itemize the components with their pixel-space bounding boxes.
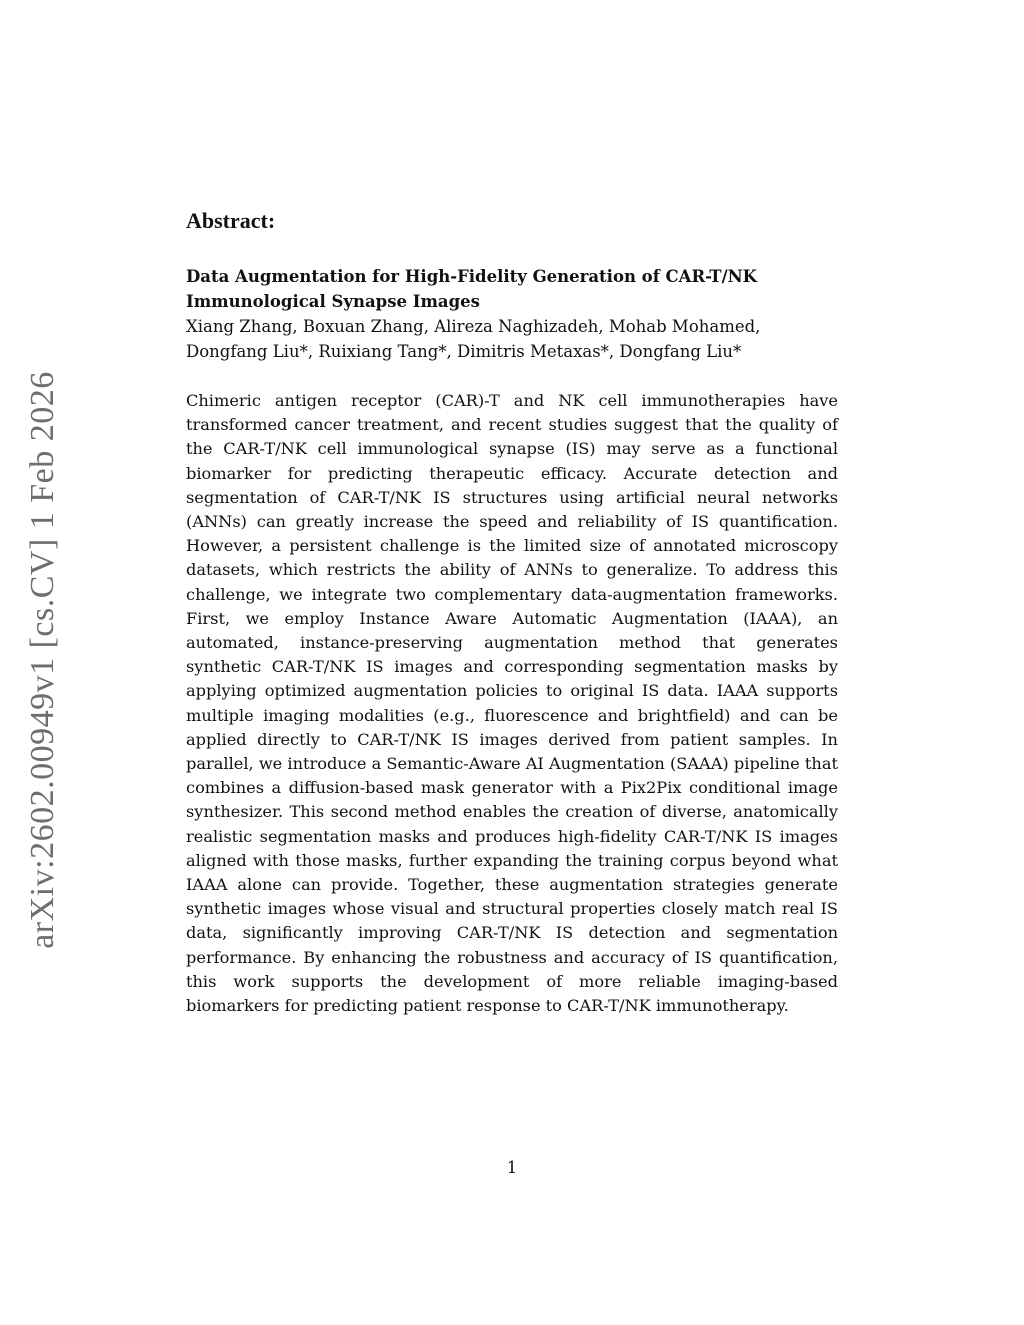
abstract-body: Chimeric antigen receptor (CAR)-T and NK cell immunotherapies have transformed cancer treatment, and recent studies suggest that the quality of the CAR-T/NK cell immunological synapse (IS) may serve as a functional biomarker for predicting therapeutic efficacy. Accurate detection and segmentation of CAR-T/NK IS structures using artificial neural networks (ANNs) can greatly increase the speed and reliability of IS quantification. However, a persistent challenge is the limited size of annotated microscopy datasets, which restricts the ability of ANNs to generalize. To address this challenge, we integrate two complementary data-augmentation frameworks. First, we employ Instance Aware Automatic Augmentation (IAAA), an automated, instance-preserving augmentation method that generates synthetic CAR-T/NK IS images and corresponding segmentation masks by applying optimized augmentation policies to original IS data. IAAA supports multiple imaging modalities (e.g., fluorescence and brightfield) and can be applied directly to CAR-T/NK IS images derived from patient samples. In parallel, we introduce a Semantic-Aware AI Augmentation (SAAA) pipeline that combines a diffusion-based mask generator with a Pix2Pix conditional image synthesizer. This second method enables the creation of diverse, anatomically realistic segmentation masks and produces high-fidelity CAR-T/NK IS images aligned with those masks, further expanding the training corpus beyond what IAAA alone can provide. Together, these augmentation strategies generate synthetic images whose visual and structural properties closely match real IS data, significantly improving CAR-T/NK IS detection and segmentation performance. By enhancing the robustness and accuracy of IS quantification, this work supports the development of more reliable imaging-based biomarkers for predicting patient response to CAR-T/NK immunotherapy. [186, 391, 838, 1016]
page-number: 1 [506, 1158, 518, 1177]
abstract-heading: Abstract: [186, 208, 276, 233]
arxiv-identifier: arXiv:2602.00949v1 [cs.CV] 1 Feb 2026 [24, 371, 61, 949]
paper-title: Data Augmentation for High-Fidelity Generation of CAR-T/NK Immunological Synapse Images [186, 267, 758, 311]
paper-content [186, 206, 838, 1018]
author-list: Xiang Zhang, Boxuan Zhang, Alireza Naghizadeh, Mohab Mohamed, Dongfang Liu*, Ruixiang Tang*, Dimitris Metaxas*, Dongfang Liu* [186, 317, 761, 361]
